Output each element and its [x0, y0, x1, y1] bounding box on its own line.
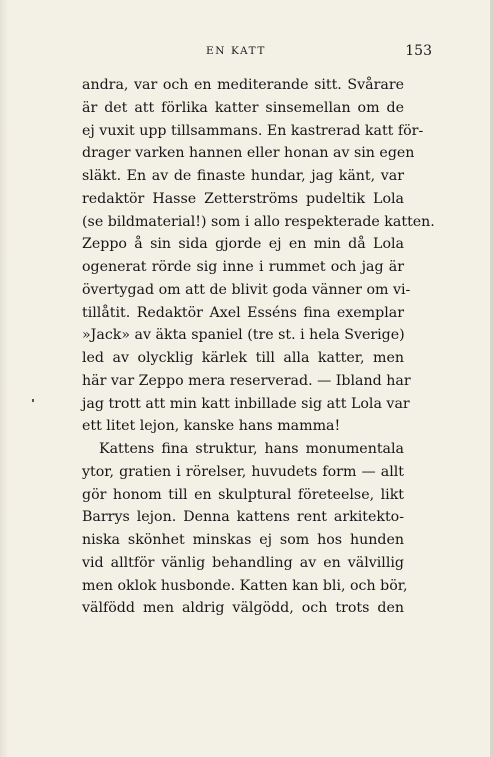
text-line: Barrys lejon. Denna kattens rent arkitekto-: [82, 509, 404, 526]
text-line: här var Zeppo mera reserverad. — Ibland har: [82, 372, 411, 389]
text-line: ej vuxit upp tillsammans. En kastrerad katt för-: [82, 122, 424, 139]
page-number: 153: [405, 43, 432, 59]
text-line: andra, var och en mediterande sitt. Svårare: [82, 77, 404, 93]
text-line: ogenerat rörde sig inne i rummet och jag är: [82, 259, 404, 275]
text-line: släkt. En av de finaste hundar, jag känt, var: [82, 168, 404, 184]
page-left-edge-shadow: [0, 0, 8, 757]
text-line: (se bildmaterial!) som i allo respekterade katten.: [82, 213, 435, 230]
print-speck: [32, 399, 34, 402]
text-line: Zeppo å sin sida gjorde ej en min då Lola: [82, 236, 404, 253]
text-line: redaktör Hasse Zetterströms pudeltik Lola: [82, 190, 404, 207]
paragraph-start-line: Kattens fina struktur, hans monumentala: [99, 441, 404, 457]
text-line: »Jack» av äkta spaniel (tre st. i hela Sverige): [82, 327, 405, 344]
text-line: ytor, gratien i rörelser, huvudets form — allt: [82, 463, 404, 480]
running-title: EN KATT: [206, 45, 267, 57]
text-line: led av olycklig kärlek till alla katter, men: [82, 350, 404, 366]
text-line: gör honom till en skulptural företeelse, likt: [82, 486, 404, 503]
text-line: vid alltför vänlig behandling av en välvillig: [82, 554, 404, 571]
text-line: jag trott att min katt inbillade sig att Lola var: [82, 395, 410, 412]
text-line: niska skönhet minskas ej som hos hunden: [82, 532, 404, 548]
body-text: [82, 74, 435, 620]
text-line: välfödd men aldrig välgödd, och trots den: [82, 600, 404, 617]
text-line: tillåtit. Redaktör Axel Esséns fina exemplar: [82, 304, 404, 321]
text-line: drager varken hannen eller honan av sin egen: [82, 145, 415, 162]
text-line: övertygad om att de blivit goda vänner om vi-: [82, 281, 411, 298]
page-right-edge: [490, 0, 494, 757]
text-line: är det att förlika katter sinsemellan om de: [82, 99, 404, 116]
paragraph-end-line: ett litet lejon, kanske hans mamma!: [82, 418, 341, 435]
text-line: men oklok husbonde. Katten kan bli, och bör,: [82, 577, 408, 594]
page-header: [74, 43, 434, 63]
